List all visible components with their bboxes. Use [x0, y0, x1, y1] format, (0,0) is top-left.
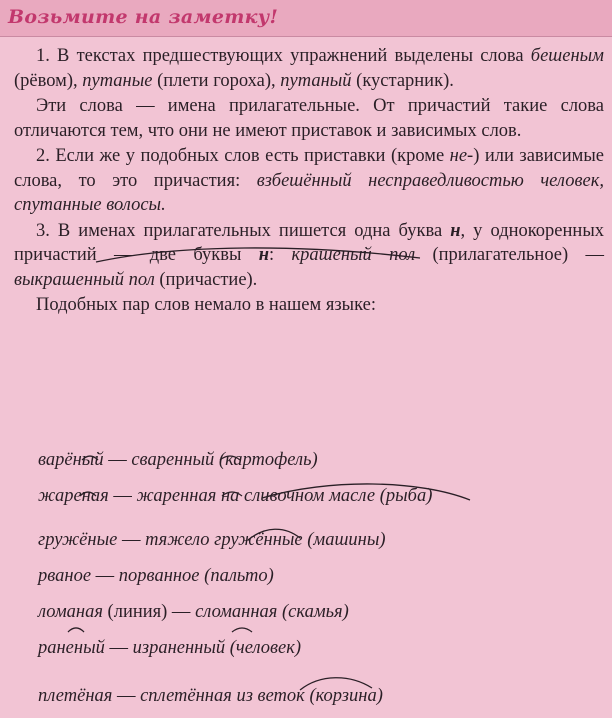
adjective: ломаная	[38, 602, 103, 622]
word-pair-row	[38, 602, 349, 623]
suffix-mark	[232, 628, 252, 632]
participle: тяжело гружённые	[145, 530, 303, 550]
rule-1-number: 1.	[36, 46, 50, 66]
rule-1-explanation: Эти слова — имена прилагательные. От причастий такие слова отличаются тем, что они не имеют приставок и зависимых слов.	[14, 96, 604, 141]
rule-3-number: 3.	[36, 220, 50, 241]
noun-hint: (корзина)	[304, 686, 383, 706]
participle: жаренная на сливочном масле	[136, 486, 376, 506]
word-pair-row	[38, 638, 301, 659]
rule-1-word-3: путаный	[280, 70, 352, 91]
suffix-mark	[68, 628, 84, 632]
note-header	[0, 0, 612, 37]
word-pair-row	[38, 566, 274, 587]
participle: сваренный	[131, 450, 215, 470]
rules-text	[14, 44, 604, 318]
adjective: жареная	[38, 486, 109, 506]
word-pair-row	[38, 530, 386, 551]
rule-2	[14, 144, 604, 218]
noun-hint: (картофель)	[214, 450, 318, 470]
rule-1-text: (рёвом),	[14, 70, 83, 91]
rule-3-adjective-example: крашеный пол	[291, 245, 416, 265]
participle: сплетённая из веток	[140, 686, 305, 706]
participle: израненный	[132, 638, 226, 658]
noun-hint: (пальто)	[199, 566, 274, 586]
noun-hint: (скамья)	[277, 602, 349, 622]
rule-3-text: (причастие).	[154, 269, 258, 290]
note-title: Возьмите на заметку!	[8, 6, 279, 28]
rule-2-text: Если же у подобных слов есть приставки (кроме	[49, 146, 450, 166]
word-pair-row	[38, 486, 432, 507]
rule-1-word-1: бешеным	[530, 46, 604, 66]
rule-2-number: 2.	[36, 146, 50, 166]
adjective: рваное	[38, 566, 92, 586]
rule-3-text: В именах прилагательных пишется одна буква	[49, 220, 451, 241]
pair-separator: (линия) —	[102, 602, 196, 622]
noun-hint: (машины)	[302, 530, 386, 550]
rule-2-text: ) или зависимые слова, то это причастия:	[14, 146, 605, 191]
adjective: гружёные	[38, 530, 118, 550]
rule-1-text: В текстах предшествующих упражнений выделены слова	[49, 46, 531, 66]
adjective: плетёная	[38, 686, 113, 706]
adjective: раненый	[38, 638, 105, 658]
participle: сломанная	[195, 602, 278, 622]
rule-3-participle-example: выкрашенный пол	[14, 269, 155, 290]
rule-2-example: взбешённый несправедливостью человек, спутанные волосы.	[14, 170, 604, 215]
pair-separator: —	[91, 566, 119, 586]
word-pair-row	[38, 686, 383, 707]
rule-3-text: :	[269, 245, 292, 265]
pair-separator: —	[117, 530, 146, 550]
rule-1-text: (плети гороха),	[152, 70, 281, 91]
rule-1-word-2: путаные	[82, 70, 153, 91]
pair-separator: —	[104, 638, 133, 658]
pair-separator: —	[103, 450, 132, 470]
rule-3	[14, 219, 604, 293]
rule-3-text: (прилагательное) —	[415, 245, 604, 265]
pair-separator: —	[112, 686, 141, 706]
rule-2-prefix: не-	[449, 146, 474, 166]
adjective: варёный	[38, 450, 104, 470]
rule-3-letter-n: н	[258, 245, 270, 265]
rule-3-text: , у однокоренных причастий — две буквы	[14, 220, 604, 265]
noun-hint: (рыба)	[375, 486, 433, 506]
noun-hint: (человек)	[225, 638, 302, 658]
participle: порванное	[118, 566, 200, 586]
rule-1-text: (кустарник).	[351, 70, 454, 91]
word-pair-row	[38, 450, 318, 471]
pairs-intro: Подобных пар слов немало в нашем языке:	[36, 295, 376, 315]
rule-1	[14, 44, 604, 93]
rule-3-letter-n: н	[450, 220, 461, 241]
pair-separator: —	[108, 486, 137, 506]
